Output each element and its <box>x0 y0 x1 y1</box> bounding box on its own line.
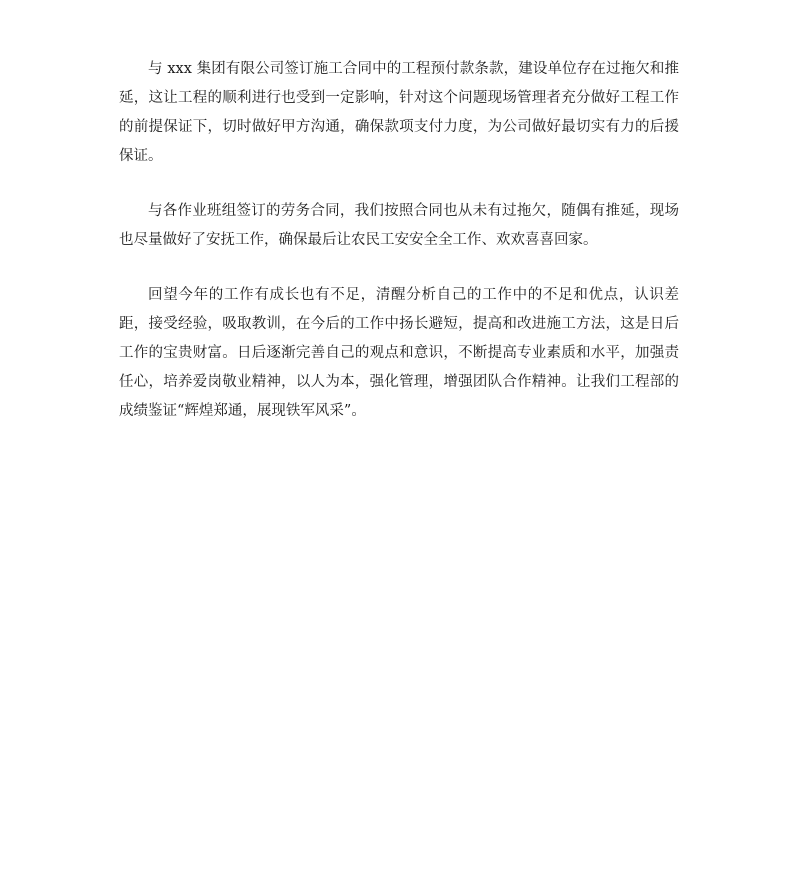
paragraph-year-review: 回望今年的工作有成长也有不足，清醒分析自己的工作中的不足和优点，认识差距，接受经验，吸取教训，在今后的工作中扬长避短，提高和改进施工方法，这是日后工作的宝贵财富。日后逐渐完善自己的观点和意识，不断提高专业素质和水平，加强责任心，培养爱岗敬业精神，以人为本，强化管理，增强团队合作精神。让我们工程部的成绩鉴证“辉煌郑通，展现铁军风采”。 <box>119 287 679 419</box>
document-body <box>119 55 679 452</box>
paragraph-labor-contract: 与各作业班组签订的劳务合同，我们按照合同也从未有过拖欠，随偶有推延，现场也尽量做好了安抚工作，确保最后让农民工安安全全工作、欢欢喜喜回家。 <box>119 203 679 248</box>
paragraph-payment-terms: 与 xxx 集团有限公司签订施工合同中的工程预付款条款，建设单位存在过拖欠和推延，这让工程的顺利进行也受到一定影响，针对这个问题现场管理者充分做好工程工作的前提保证下，切时做好甲方沟通，确保款项支付力度，为公司做好最切实有力的后援保证。 <box>119 61 679 164</box>
